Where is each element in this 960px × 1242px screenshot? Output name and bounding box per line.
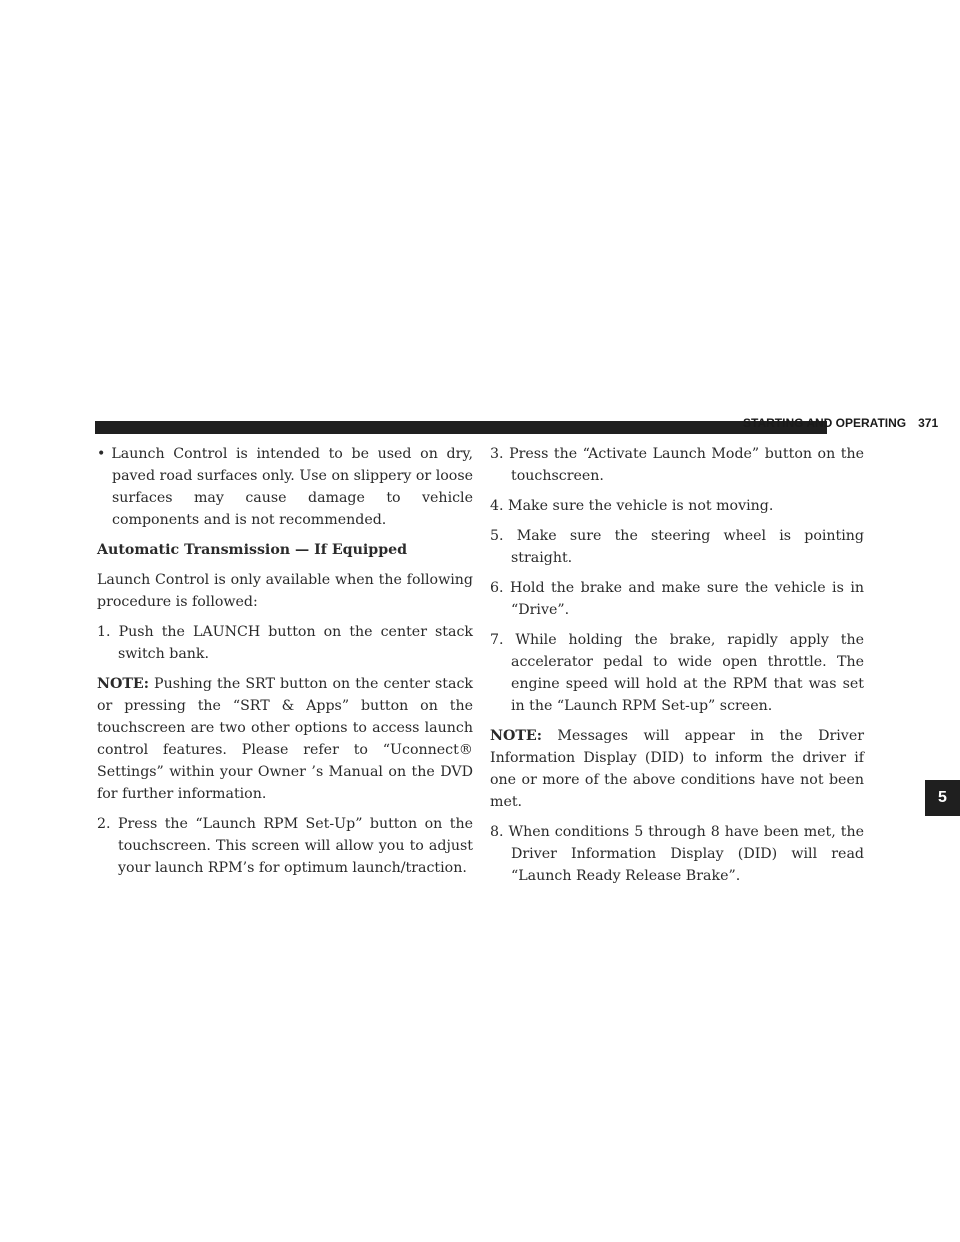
page-number: 371	[918, 416, 939, 430]
bullet-item	[97, 443, 473, 531]
note-paragraph	[490, 725, 864, 813]
left-column	[97, 443, 473, 887]
step-2: 2. Press the “Launch RPM Set-Up” button on the touchscreen. This screen will allow you to adjust your launch RPM’s for optimum launch/traction.	[97, 816, 473, 876]
bullet-text: Launch Control is intended to be used on dry, paved road surfaces only. Use on slippery or loose surfaces may cause damage to vehicle components and is not recommended.	[111, 446, 474, 528]
chapter-tab: 5	[925, 780, 960, 816]
section-title: STARTING AND OPERATING	[743, 416, 907, 430]
step-3: 3. Press the “Activate Launch Mode” button on the touchscreen.	[490, 446, 864, 484]
note-label: NOTE:	[490, 728, 542, 744]
step-5: 5. Make sure the steering wheel is pointing straight.	[490, 528, 864, 566]
step-1: 1. Push the LAUNCH button on the center stack switch bank.	[97, 624, 473, 662]
note-paragraph	[97, 673, 473, 805]
note-text: Pushing the SRT button on the center stack or pressing the “SRT & Apps” button on the touchscreen are two other options to access launch control features. Please refer to “Uconnect® Settings” within your Owner ’s Manual on the DVD for further information.	[97, 676, 473, 802]
step-8: 8. When conditions 5 through 8 have been met, the Driver Information Display (DID) will read “Launch Ready Release Brake”.	[490, 824, 864, 884]
section-heading: Automatic Transmission — If Equipped	[97, 542, 408, 558]
header-rule	[95, 421, 827, 434]
right-column	[490, 443, 864, 895]
step-7: 7. While holding the brake, rapidly apply the accelerator pedal to wide open throttle. The engine speed will hold at the RPM that was set in the “Launch RPM Set-up” screen.	[490, 632, 864, 714]
bullet-icon: •	[97, 446, 106, 462]
step-4: 4. Make sure the vehicle is not moving.	[490, 498, 774, 514]
note-label: NOTE:	[97, 676, 149, 692]
step-6: 6. Hold the brake and make sure the vehicle is in “Drive”.	[490, 580, 864, 618]
note-text: Messages will appear in the Driver Information Display (DID) to inform the driver if one or more of the above conditions have not been met.	[490, 728, 864, 810]
running-header	[743, 416, 939, 430]
intro-paragraph: Launch Control is only available when the following procedure is followed:	[97, 572, 473, 610]
